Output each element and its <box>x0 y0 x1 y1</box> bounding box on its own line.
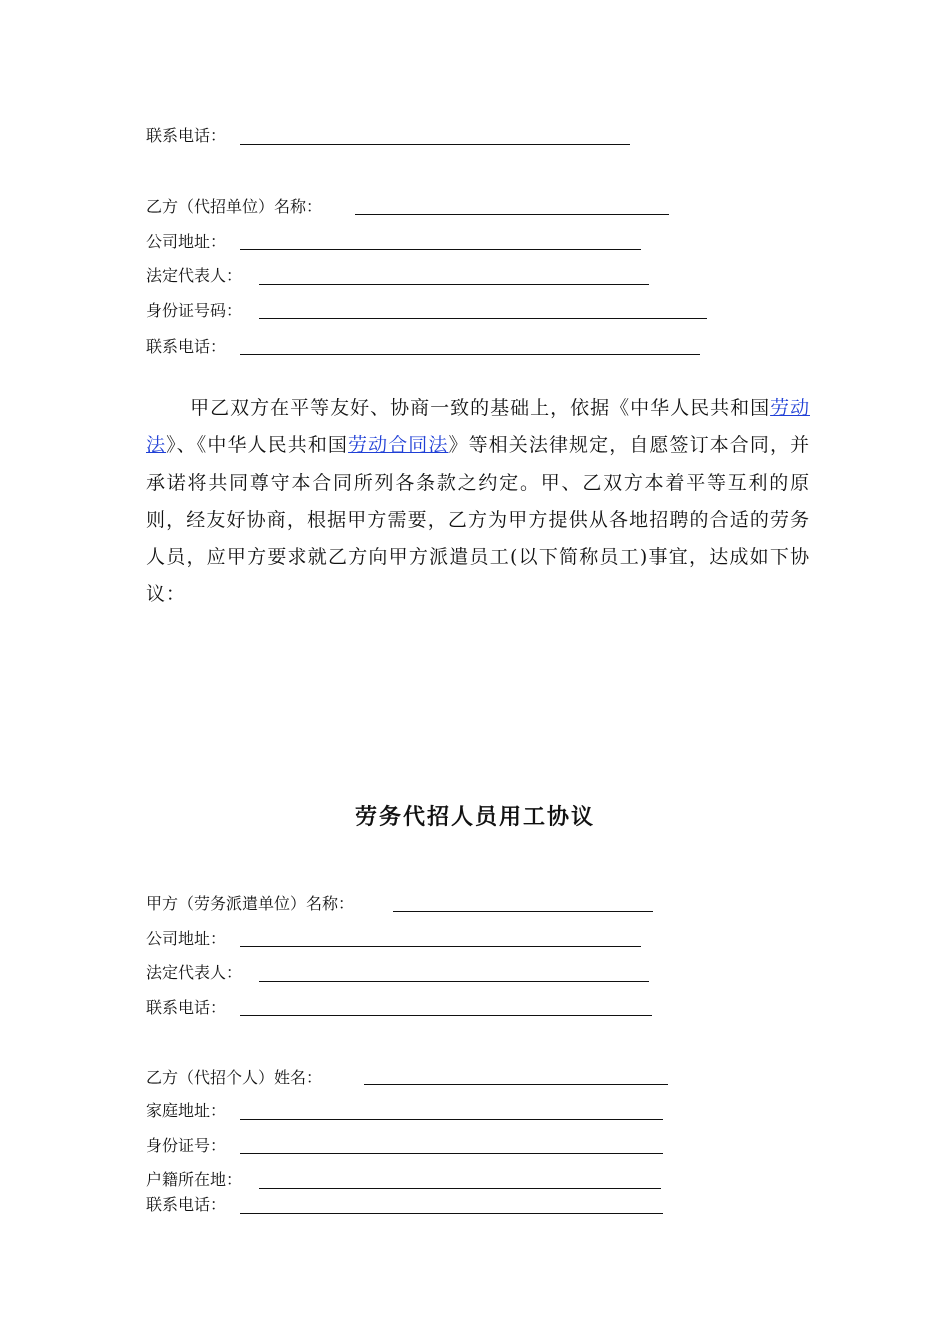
party-a-name-label: 甲方（劳务派遣单位）名称： <box>146 894 355 913</box>
party-a-phone-label: 联系电话： <box>146 998 227 1017</box>
party-b-unit-id-blank[interactable] <box>259 318 707 319</box>
party-a-name-blank[interactable] <box>393 911 653 912</box>
intro-text-1: 甲乙双方在平等友好、协商一致的基础上，依据《中华人民共和国 <box>190 397 771 419</box>
party-b-name-label: 乙方（代招个人）姓名： <box>146 1068 323 1087</box>
party-b-unit-address-blank[interactable] <box>240 249 641 250</box>
party-b-id-blank[interactable] <box>240 1153 663 1154</box>
party-b-unit-name-blank[interactable] <box>355 214 669 215</box>
party-b-home-address-label: 家庭地址： <box>146 1101 227 1120</box>
party-a-address-label: 公司地址： <box>146 929 227 948</box>
party-b-unit-phone-blank[interactable] <box>240 354 700 355</box>
labor-law-link[interactable]: 劳动法 <box>146 397 810 457</box>
party-b-name-blank[interactable] <box>364 1084 668 1085</box>
party-b-unit-id-label: 身份证号码： <box>146 301 243 320</box>
party-b-unit-legal-rep-label: 法定代表人： <box>146 266 243 285</box>
party-b-unit-address-label: 公司地址： <box>146 232 227 251</box>
party-b-id-label: 身份证号： <box>146 1136 227 1155</box>
intro-text-3: 》等相关法律规定，自愿签订本合同，并承诺将共同尊守本合同所列各条款之约定。甲、乙双方本着平等互利的原则，经友好协商，根据甲方需要，乙方为甲方提供从各地招聘的合适的劳务人员，应甲方要求就乙方向甲方派遣员工(以下简称员工)事宜，达成如下协议： <box>146 434 810 606</box>
party-a-legal-rep-label: 法定代表人： <box>146 963 243 982</box>
party-b-phone-blank[interactable] <box>240 1213 663 1214</box>
party-b-unit-phone-label: 联系电话： <box>146 337 227 356</box>
party-a-address-blank[interactable] <box>240 946 641 947</box>
top-phone-blank[interactable] <box>240 144 630 145</box>
party-b-unit-name-label: 乙方（代招单位）名称： <box>146 197 323 216</box>
party-b-phone-label: 联系电话： <box>146 1195 227 1214</box>
agreement-title: 劳务代招人员用工协议 <box>354 804 595 830</box>
party-b-household-blank[interactable] <box>259 1188 661 1189</box>
top-phone-label: 联系电话： <box>146 126 227 145</box>
labor-contract-law-link[interactable]: 劳动合同法 <box>348 434 449 457</box>
party-a-phone-blank[interactable] <box>240 1015 652 1016</box>
party-b-home-address-blank[interactable] <box>240 1119 663 1120</box>
intro-paragraph <box>146 390 810 614</box>
party-b-household-label: 户籍所在地： <box>146 1170 243 1189</box>
party-b-unit-legal-rep-blank[interactable] <box>259 284 649 285</box>
party-a-legal-rep-blank[interactable] <box>259 981 649 982</box>
intro-text-2: 》、《中华人民共和国 <box>166 434 349 457</box>
